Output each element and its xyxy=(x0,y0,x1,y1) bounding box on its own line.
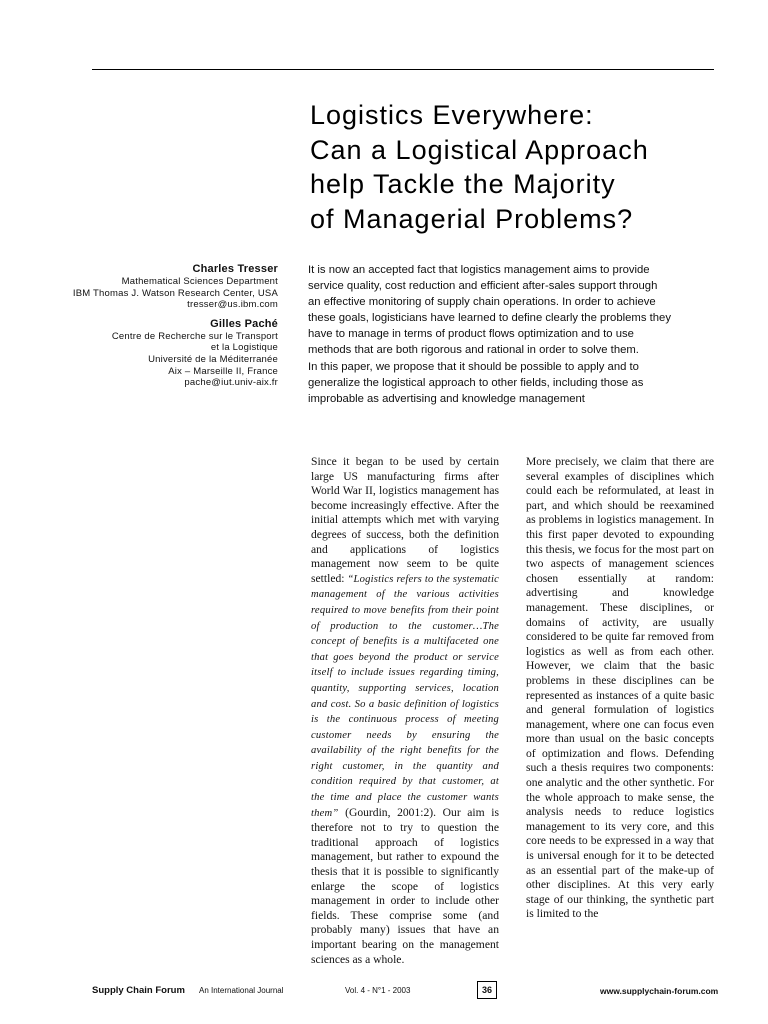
abstract-line: generalize the logistical approach to other fields, including those as xyxy=(308,376,644,389)
author-name: Gilles Paché xyxy=(210,317,278,330)
abstract-line: It is now an accepted fact that logistics management aims to provide xyxy=(308,264,650,276)
abstract-line: these goals, logisticians have learned to define clearly the problems they xyxy=(308,312,671,325)
abstract-line: have to manage in terms of product flows optimization and to use xyxy=(308,328,634,341)
affiliation-line: Aix – Marseille II, France xyxy=(168,365,278,377)
author-email: pache@iut.univ-aix.fr xyxy=(184,377,278,389)
body-text: More precisely, we claim that there are several examples of disciplines which could each be reformulated, at least in part, and which should be reexamined as problems in logistics management. In this first paper devoted to expounding this thesis, we focus for the most part on two aspects of management sciences chosen essentially at random: advertising and knowledge management. These disciplines, or domains of activity, are usually considered to be quite far removed from logistics as well as from each other. However, we claim that the basic problems in these disciplines can be represented as instances of a quite basic and general formulation of logistics management, where one can focus even more than usual on the basic concepts of optimization and flows. Defending such a thesis requires two components: one analytic and the other synthetic. For the whole approach to make sense, the analysis needs to reduce logistics management to its very core, and this core needs to be expressed in a way that is universal enough for it to be detected as an essential part of the make-up of other disciplines. At this very early stage of our thinking, the synthetic part is limited to the xyxy=(526,455,714,921)
page-number: 36 xyxy=(477,981,497,999)
abstract-line: improbable as advertising and knowledge management xyxy=(308,392,585,405)
body-column-left xyxy=(311,455,499,967)
title-line: of Managerial Problems? xyxy=(310,203,634,234)
abstract-line: methods that are both rigorous and rational in order to solve them. xyxy=(308,344,639,357)
article-title xyxy=(310,98,730,236)
affiliation-line: Université de la Méditerranée xyxy=(148,353,278,365)
affiliation-line: et la Logistique xyxy=(210,342,278,354)
top-rule xyxy=(92,69,714,70)
title-line: help Tackle the Majority xyxy=(310,169,616,199)
title-line: Can a Logistical Approach xyxy=(310,134,649,165)
affiliation-line: Centre de Recherche sur le Transport xyxy=(111,330,278,342)
body-text: (Gourdin, 2001:2). Our aim is therefore not to try to question the traditional approach of logistics management, but rather to expound the thesis that it is possible to significantly enlarge the scope of logistics management in order to include other fields. These comprise some (and probably many) issues that have an important bearing on the management sciences as a whole. xyxy=(311,805,499,966)
author-affiliations xyxy=(60,262,278,395)
author-email: tresser@us.ibm.com xyxy=(187,299,278,311)
footer-volume: Vol. 4 - N°1 - 2003 xyxy=(345,986,411,995)
body-column-right xyxy=(526,455,714,922)
abstract-line: an effective monitoring of supply chain operations. In order to achieve xyxy=(308,296,656,309)
footer-url: www.supplychain-forum.com xyxy=(600,986,719,996)
abstract-line: service quality, cost reduction and efficient after-sales support through xyxy=(308,280,658,293)
footer-journal-subtitle: An International Journal xyxy=(199,986,284,995)
affiliation-line: IBM Thomas J. Watson Research Center, USA xyxy=(72,287,278,299)
title-line: Logistics Everywhere: xyxy=(310,100,594,130)
author-name: Charles Tresser xyxy=(192,263,278,275)
quotation: “Logistics refers to the systematic management of the various activities required to move benefits from their point of production to the customer…The concept of benefits is a multifaceted one that goes beyond the product or service itself to include issues regarding timing, quantity, supporting services, location and cost. So a basic definition of logistics is the continuous process of meeting customer needs by ensuring the availability of the right benefits for the right customer, in the quantity and condition required by that customer, at the time and place the customer wants them” xyxy=(311,573,499,819)
body-text: Since it began to be used by certain large US manufacturing firms after World War II, logistics management has become increasingly effective. After the initial attempts which met with varying degrees of success, both the definition and applications of logistics management now seem to be quite settled: xyxy=(311,455,499,585)
author-block xyxy=(60,317,278,389)
author-block xyxy=(60,262,278,311)
footer-journal-name: Supply Chain Forum xyxy=(92,985,185,996)
page-footer xyxy=(0,980,768,1000)
abstract xyxy=(308,262,718,407)
abstract-line: In this paper, we propose that it should be possible to apply and to xyxy=(308,360,639,373)
affiliation-line: Mathematical Sciences Department xyxy=(121,276,278,287)
